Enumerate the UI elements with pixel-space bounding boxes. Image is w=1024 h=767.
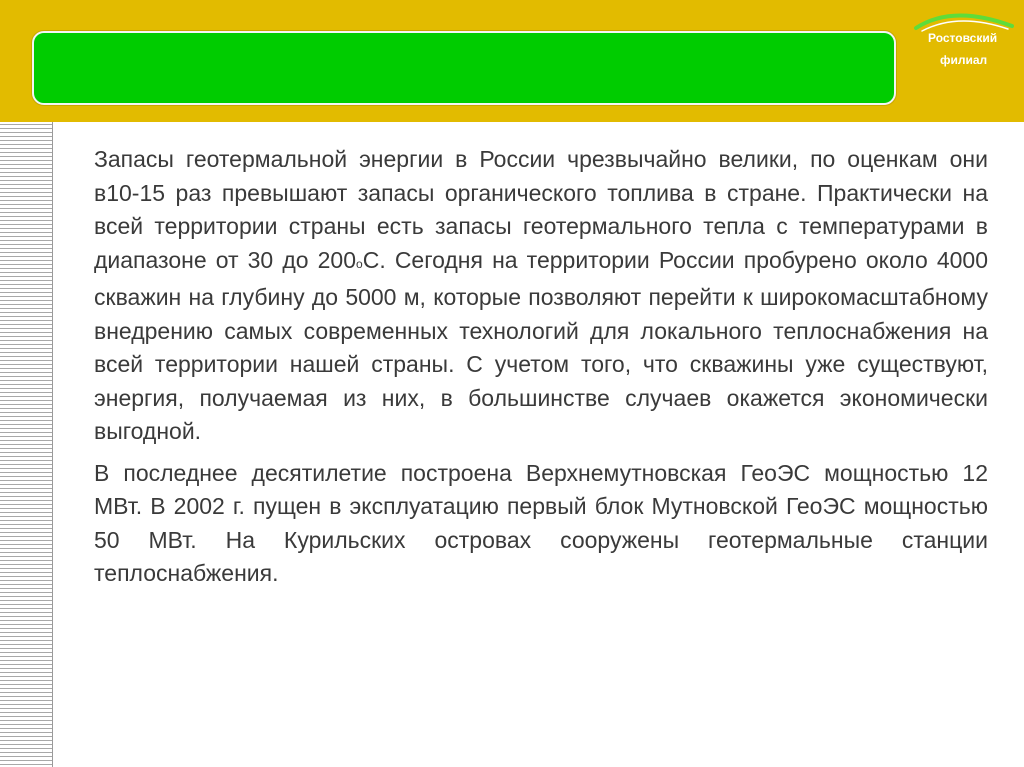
left-border-line [52, 122, 53, 767]
degree-symbol: о [356, 256, 363, 271]
branch-logo [908, 6, 1018, 76]
slide-body [94, 143, 988, 591]
paragraph-geothermal-stations: В последнее десятилетие построена Верхнемутновская ГеоЭС мощностью 12 МВт. В 2002 г. пущен в эксплуатацию первый блок Мутновской ГеоЭС мощностью 50 МВт. На Курильских островах сооружены геотермальные станции теплоснабжения. [94, 459, 988, 586]
title-bar [32, 31, 896, 105]
logo-text-line1: Ростовский [928, 31, 998, 45]
left-stripes-decoration [0, 60, 53, 767]
paragraph1-text-a: Запасы геотермальной энергии в России чрезвычайно велики, по оценкам они в10-15 раз превышают запасы органического топлива в стране. Практически на всей территории страны есть запасы геотермального тепла с температурами в диапазоне от 30 до 200 [94, 146, 988, 273]
paragraph-geothermal-reserves [94, 143, 988, 449]
paragraph1-text-b: С. Сегодня на территории России пробурено около 4000 скважин на глубину до 5000 м, которые позволяют перейти к широкомасштабному внедрению самых современных технологий для локального теплоснабжения на всей территории нашей страны. С учетом того, что скважины уже существуют, энергия, получаемая из них, в большинстве случаев окажется экономически выгодной. [94, 246, 988, 444]
logo-text-line2: филиал [940, 53, 988, 67]
